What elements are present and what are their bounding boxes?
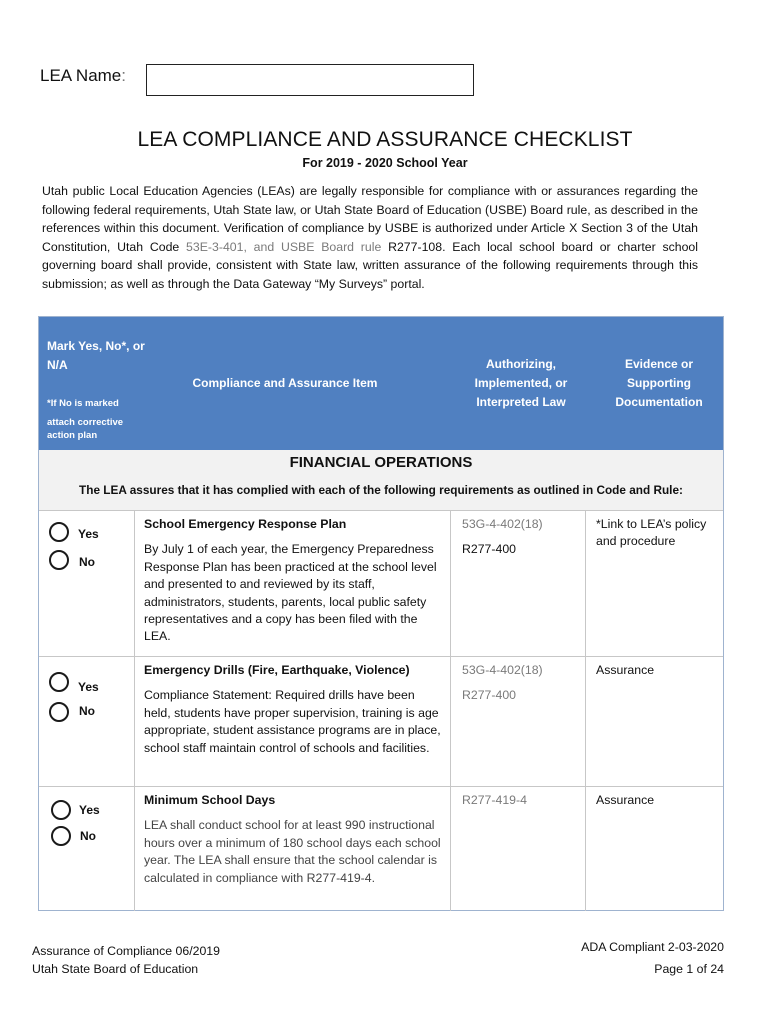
header-evidence: Evidence or Supporting Documentation <box>615 357 703 409</box>
intro-text-1: Utah public Local Education Agencies (LEAs) are legally responsible for compliance with or assurances regarding the following federal requirements, Utah State law, or Utah State Board of Education (USBE) Board rule, as described in the references within this document. Verification of compliance by USBE is authorized under Article X Section 3 of the Utah Constitution, Utah Code <box>42 184 698 254</box>
header-item: Compliance and Assurance Item <box>192 376 378 390</box>
law-cell <box>462 516 582 567</box>
law-reference-2: R277-400 <box>462 688 517 703</box>
law-reference-2: R277-400 <box>462 542 517 557</box>
yes-radio[interactable] <box>51 800 71 820</box>
footer-ada-compliant: ADA Compliant 2-03-2020 <box>581 940 724 954</box>
page-number: Page 1 of 24 <box>654 962 724 976</box>
yes-label: Yes <box>78 680 99 694</box>
section-title: FINANCIAL OPERATIONS <box>289 454 473 471</box>
section-financial-operations <box>39 450 723 511</box>
evidence-cell: Assurance <box>596 663 655 677</box>
law-reference: 53G-4-402(18) <box>462 517 543 531</box>
item-cell <box>144 516 444 646</box>
no-label: No <box>80 829 96 843</box>
law-reference: 53G-4-402(18) <box>462 663 543 677</box>
table-header <box>39 317 723 450</box>
table-row <box>39 786 723 911</box>
footer-assurance-date: Assurance of Compliance 06/2019 <box>32 944 220 958</box>
lea-name-row <box>40 66 126 86</box>
yes-label: Yes <box>78 527 99 541</box>
footer-right <box>581 936 724 980</box>
page-subtitle: For 2019 - 2020 School Year <box>302 156 468 170</box>
no-radio[interactable] <box>49 702 69 722</box>
header-note <box>47 397 147 442</box>
lea-name-input[interactable] <box>146 64 474 96</box>
footer-left <box>32 942 220 978</box>
lea-name-label: LEA Name <box>40 66 122 85</box>
intro-paragraph <box>42 182 698 294</box>
no-label: No <box>79 704 95 718</box>
item-title: Minimum School Days <box>144 793 276 807</box>
item-body: LEA shall conduct school for at least 990 instructional hours over a minimum of 180 school days each school year. The LEA shall ensure that the school calendar is calculated in compliance with R277-419-4. <box>144 818 441 885</box>
evidence-cell: *Link to LEA’s policy and procedure <box>596 517 707 549</box>
item-title: Emergency Drills (Fire, Earthquake, Violence) <box>144 663 410 677</box>
item-body: By July 1 of each year, the Emergency Preparedness Response Plan has been practiced at the school level and presented to and reviewed by its staff, administrators, students, parents, local public safety representatives and a copy has been filed with the LEA. <box>144 542 437 644</box>
intro-text-gray: 53E-3-401, and USBE Board rule <box>186 239 382 254</box>
header-note-line2: attach corrective action plan <box>47 417 124 441</box>
table-row <box>39 510 723 657</box>
yes-radio[interactable] <box>49 522 69 542</box>
header-note-line1: *If No is marked <box>47 398 119 409</box>
table-row <box>39 656 723 787</box>
no-radio[interactable] <box>51 826 71 846</box>
header-mark: Mark Yes, No*, or N/A <box>47 339 145 372</box>
page-title: LEA COMPLIANCE AND ASSURANCE CHECKLIST <box>137 128 633 151</box>
item-body: Compliance Statement: Required drills have been held, students have proper supervision, training is age appropriate, student assistance programs are in place, school staff maintain control of schools and facilities. <box>144 688 441 755</box>
law-reference: R277-419-4 <box>462 793 527 807</box>
no-radio[interactable] <box>49 550 69 570</box>
evidence-cell: Assurance <box>596 793 655 807</box>
yes-radio[interactable] <box>49 672 69 692</box>
checklist-table <box>38 316 724 911</box>
intro-text-2: R277-108. Each local school board or charter school governing board shall provide, consistent with State law, written assurance of the following requirements through this submission; as well as through the Data Gateway “My Surveys” portal. <box>42 239 698 291</box>
section-subtitle: The LEA assures that it has complied with each of the following requirements as outlined in Code and Rule: <box>79 483 683 497</box>
item-title: School Emergency Response Plan <box>144 517 347 531</box>
item-cell <box>144 662 444 757</box>
footer-board-name: Utah State Board of Education <box>32 962 199 976</box>
yes-label: Yes <box>79 803 100 817</box>
law-cell <box>462 662 582 713</box>
item-cell <box>144 792 444 887</box>
lea-name-colon: : <box>121 66 126 85</box>
header-authorizing: Authorizing, Implemented, or Interpreted Law <box>474 357 568 409</box>
no-label: No <box>79 555 95 569</box>
law-cell <box>462 792 582 817</box>
